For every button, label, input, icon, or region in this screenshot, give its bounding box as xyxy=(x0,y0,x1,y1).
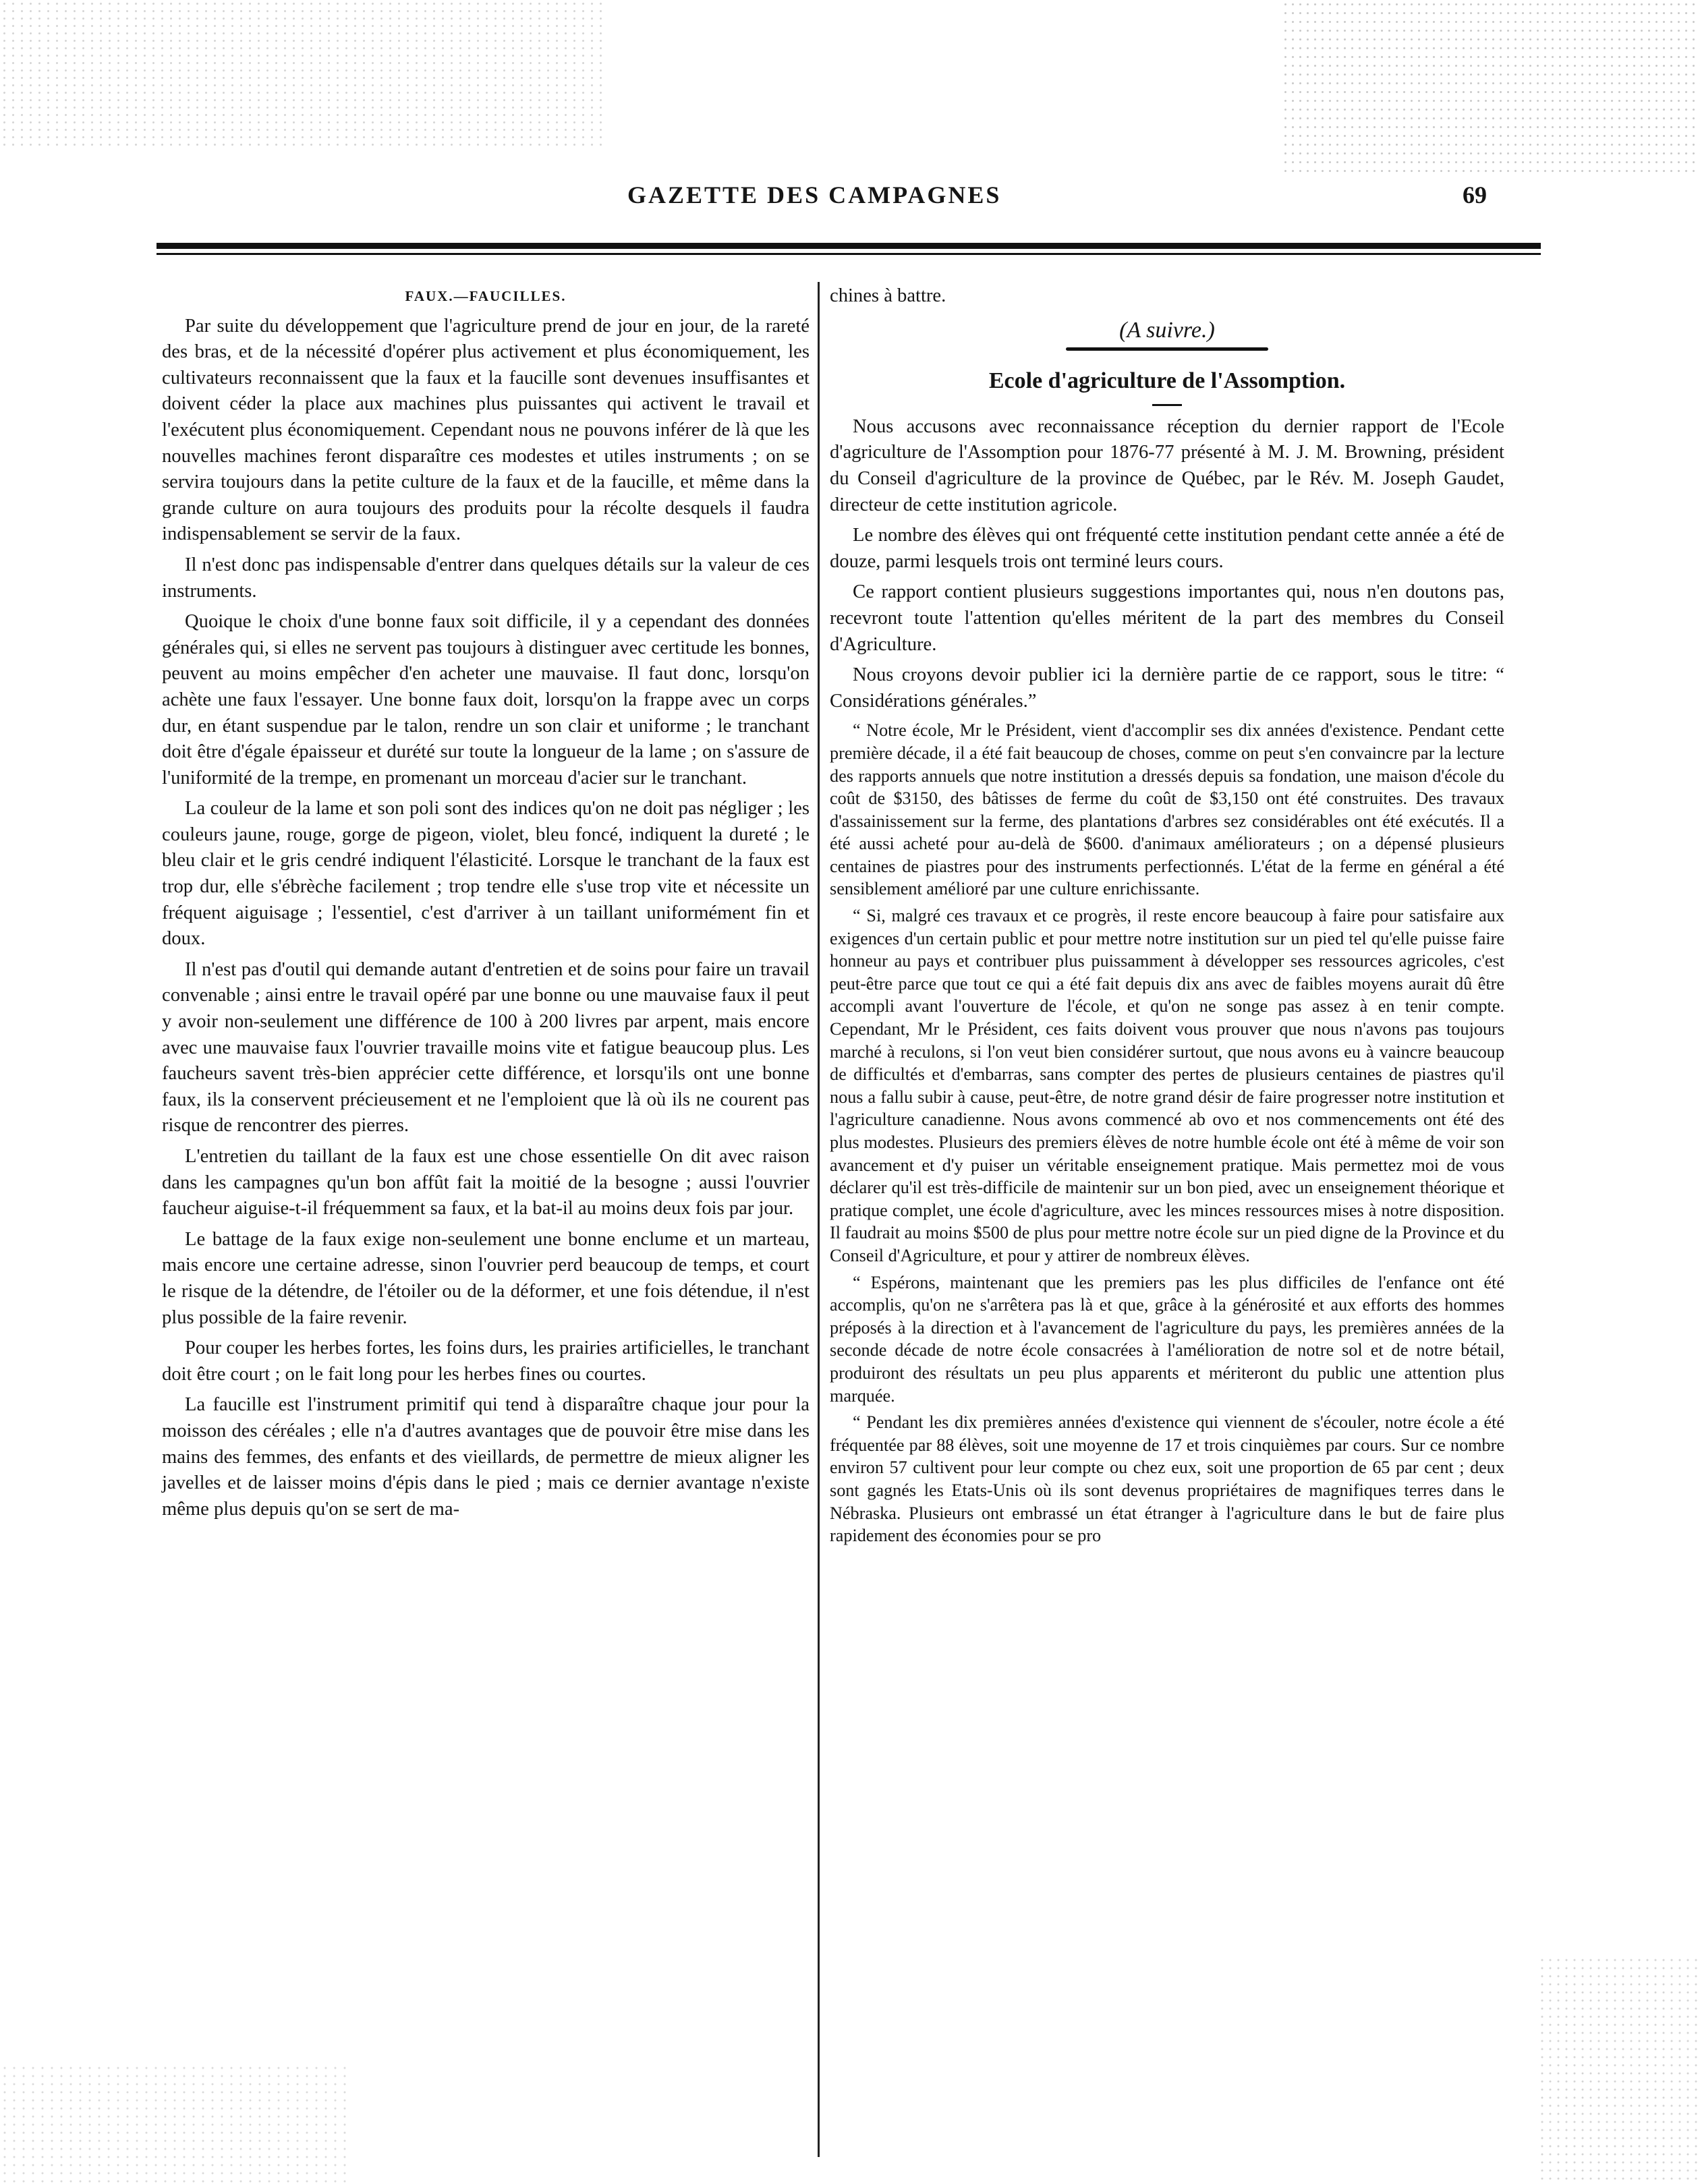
column-divider xyxy=(818,282,820,2157)
paragraph: Le battage de la faux exige non-seulement une bonne enclume et un marteau, mais encore une certaine adresse, sinon l'ouvrier perd beaucoup de temps, et court le risque de la détendre, de l'étoiler ou de la déformer, et une fois détendue, il n'est plus possible de la faire revenir. xyxy=(162,1228,810,1328)
header-rule-thick xyxy=(157,243,1541,249)
article-separator xyxy=(1066,347,1268,351)
paragraph: Par suite du développement que l'agriculture prend de jour en jour, de la rareté des bras, et de la nécessité d'opérer plus activement et plus économiquement, les cultivateurs reconnaissent que la faux et la faucille sont devenues insuffisantes et doivent céder la place aux machines plus puissantes qui activent le travail et l'exécutent plus économiquement. Cependant nous ne pouvons inférer de là que les nouvelles machines feront disparaître ces modestes et utiles instruments ; on se servira toujours dans la petite culture de la faux et de la faucille, et même dans la grande culture on aura toujours des produits pour la récolte desquels il faudra indispensablement se servir de la faux. xyxy=(162,315,810,545)
paragraph: Il n'est pas d'outil qui demande autant d'entretien et de soins pour faire un travail convenable ; ainsi entre le travail opéré par une bonne ou une mauvaise faux il peut y avoir non-seulement une différence de 100 à 200 livres par arpent, mais encore avec une mauvaise faux l'ouvrier travaille moins vite et fatigue beaucoup plus. Les faucheurs savent très-bien apprécier cette différence, et lorsqu'ils ont une bonne faux, ils la conservent précieusement et ne l'emploient que là où ils ne courent pas risque de rencontrer des pierres. xyxy=(162,958,810,1137)
report-excerpt xyxy=(830,719,1504,1547)
paragraph: Nous accusons avec reconnaissance réception du dernier rapport de l'Ecole d'agriculture de l'Assomption pour 1876-77 présenté à M. J. M. Browning, président du Conseil d'agriculture de la province de Québec, par le Rév. M. Joseph Gaudet, directeur de cette institution agricole. xyxy=(830,415,1504,515)
page-number: 69 xyxy=(1463,181,1487,208)
header-rule-thin xyxy=(157,253,1541,255)
paragraph: Il n'est donc pas indispensable d'entrer dans quelques détails sur la valeur de ces instruments. xyxy=(162,554,810,602)
report-paragraph: “ Notre école, Mr le Président, vient d'accomplir ses dix années d'existence. Pendant cette première décade, il a été fait beaucoup de choses, comme on peut s'en convaincre par la lecture des rapports annuels que notre institution a dressés depuis sa fondation, une maison d'école du coût de $3150, des bâtisses de ferme du coût de $3,150 ont été construites. Des travaux d'assainissement sur la ferme, des plantations d'arbres sez considérables ont été exécutés. Il a été aussi acheté pour au-delà de $600. d'animaux améliorateurs ; on a dépensé plusieurs centaines de piastres pour des instruments perfectionnés. L'état de la ferme en général a été sensiblement amélioré par une culture enrichissante. xyxy=(830,720,1504,899)
print-speckle-top-left xyxy=(0,0,607,148)
running-title: GAZETTE DES CAMPAGNES xyxy=(627,181,1002,208)
report-paragraph: “ Si, malgré ces travaux et ce progrès, il reste encore beaucoup à faire pour satisfaire aux exigences d'un certain public et pour mettre notre institution sur un pied tel qu'elle puisse faire honneur au pays et contribuer plus puissamment à développer ses ressources agricoles, c'est peut-être parce que tout ce qui a été fait depuis dix ans avec de faibles moyens aurait dû être accompli avant l'ouverture de l'école, et qu'on ne songe pas assez à en tenir compte. Cependant, Mr le Président, ces faits doivent vous prouver que nous n'avons pas toujours marché à reculons, si l'on veut bien considérer surtout, que nous avons eu à vaincre beaucoup de difficultés et d'embarras, sans compter des pertes de plusieurs centaines de piastres qu'il nous a fallu subir à cause, peut-être, de notre grand désir de faire progresser notre institution et l'agriculture canadienne. Nous avons commencé ab ovo et nos commencements ont été des plus modestes. Plusieurs des premiers élèves de notre humble école ont été à même de voir son avancement et d'y puiser un véritable enseignement pratique. Mais permettez moi de vous déclarer qu'il est très-difficile de maintenir sur un bon pied, avec un enseignement théorique et pratique complet, une école d'agriculture, avec les minces ressources mises à notre disposition. Il faudrait au moins $500 de plus pour mettre notre école sur un pied digne de la Province et du Conseil d'Agriculture, et pour y attirer de nombreux élèves. xyxy=(830,906,1504,1265)
print-speckle-top-right xyxy=(1282,0,1700,175)
continued-text: chines à battre. xyxy=(830,285,946,306)
paragraph: L'entretien du taillant de la faux est une chose essentielle On dit avec raison dans les campagnes qu'un bon affût fait la moitié de la besogne ; aussi l'ouvrier faucheur aiguise-t-il fréquemment sa faux, et la bat-il au moins deux fois par jour. xyxy=(162,1146,810,1219)
running-head xyxy=(0,181,1700,221)
paragraph: La couleur de la lame et son poli sont des indices qu'on ne doit pas négliger ; les couleurs jaune, rouge, gorge de pigeon, violet, bleu foncé, indiquent la dureté ; le bleu clair et le gris cendré indiquent l'élasticité. Lorsque le tranchant de la faux est trop dur, elle s'ébrèche facilement ; trop tendre elle s'use trop vite et nécessite un fréquent aiguisage ; l'essentiel, c'est d'arriver à un taillant uniformément fin et doux. xyxy=(162,798,810,950)
report-paragraph: “ Espérons, maintenant que les premiers pas les plus difficiles de l'enfance ont été accomplis, qu'on ne s'arrêtera pas là et que, grâce à la générosité et aux efforts des hommes préposés à la direction et à l'avancement de l'agriculture du pays, les premières années de la seconde décade de notre école consacrées à l'amélioration de notre sol et de notre bétail, produiront des résultats un peu plus apparents et mériteront du public une attention plus marquée. xyxy=(830,1272,1504,1406)
report-paragraph: “ Pendant les dix premières années d'existence qui viennent de s'écouler, notre école a été fréquentée par 88 élèves, soit une moyenne de 17 et trois cinquièmes par cours. Sur ce nombre environ 57 cultivent pour leur compte ou chez eux, soit une proportion de 65 par cent ; deux sont gagnés les Etats-Unis où ils sont devenus propriétaires de magnifiques terres dans le Nébraska. Plusieurs ont embrassé un état étranger à l'agriculture dans le but de faire plus rapidement des économies pour se pro xyxy=(830,1412,1504,1546)
paragraph: La faucille est l'instrument primitif qui tend à disparaître chaque jour pour la moisson des céréales ; elle n'a d'autres avantages que de pouvoir être mise dans les mains des femmes, des enfants et des vieillards, de permettre de mieux aligner les javelles et de laisser moins d'épis dans le pied ; mais ce dernier avantage n'existe même plus depuis qu'on se sert de ma- xyxy=(162,1394,810,1520)
print-speckle-bottom-left xyxy=(0,2064,351,2184)
paragraph: Pour couper les herbes fortes, les foins durs, les prairies artificielles, le tranchant doit être court ; on le fait long pour les herbes fines ou courtes. xyxy=(162,1338,810,1385)
right-column xyxy=(830,283,1504,1551)
paragraph: Quoique le choix d'une bonne faux soit difficile, il y a cependant des données générales qui, si elles ne servent pas toujours à distinguer avec certitude les bonnes, peuvent au moins empêcher d'en acheter une mauvaise. Il faut donc, lorsqu'on achète une faux l'essayer. Une bonne faux doit, lorsqu'on la frappe avec un corps dur, en étant suspendue par le talon, rendre un son clair et uniforme ; le tranchant doit être d'égale épaisseur et durété sur toute la longueur de la lame ; on s'assure de l'uniformité de la trempe, en promenant un morceau d'acier sur le tranchant. xyxy=(162,611,810,788)
paragraph: Le nombre des élèves qui ont fréquenté cette institution pendant cette année a été de douze, parmi lesquels trois ont terminé leurs cours. xyxy=(830,525,1504,572)
paragraph: Nous croyons devoir publier ici la dernière partie de ce rapport, sous le titre: “ Considérations générales.” xyxy=(830,664,1504,712)
article-title: Ecole d'agriculture de l'Assomption. xyxy=(988,368,1346,394)
print-speckle-bottom-right xyxy=(1538,1956,1700,2184)
left-column xyxy=(162,283,810,1527)
section-heading: FAUX.—FAUCILLES. xyxy=(405,288,567,304)
title-dash xyxy=(1152,404,1182,406)
paragraph: Ce rapport contient plusieurs suggestions importantes qui, nous n'en doutons pas, recevront toute l'attention qu'elles méritent de la part des membres du Conseil d'Agriculture. xyxy=(830,581,1504,655)
to-be-continued: (A suivre.) xyxy=(1119,317,1215,343)
